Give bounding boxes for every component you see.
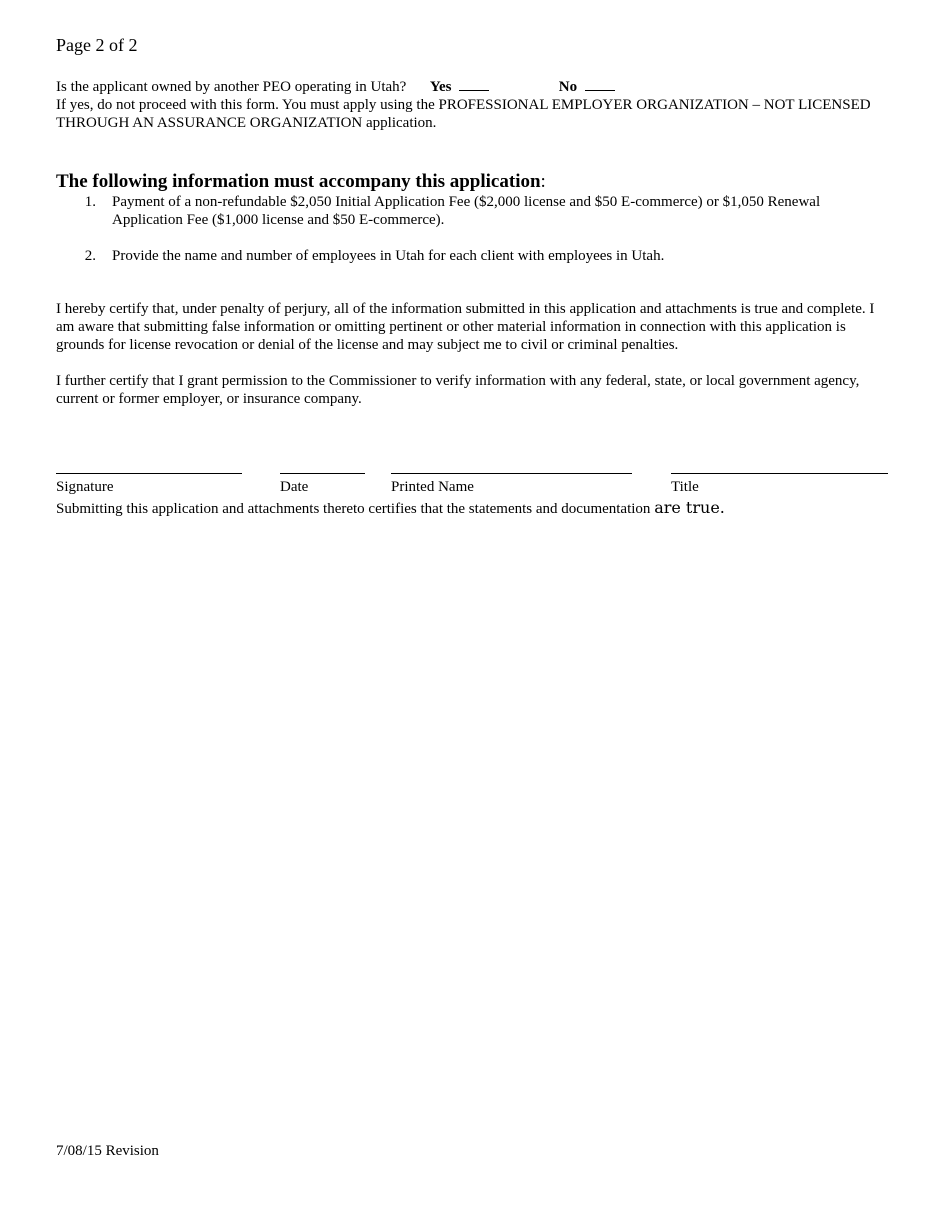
list-item	[56, 247, 856, 265]
title-line[interactable]	[671, 473, 888, 474]
requirements-heading	[56, 171, 546, 193]
heading-colon: :	[540, 171, 546, 192]
no-blank[interactable]	[585, 78, 615, 91]
submission-statement	[56, 499, 725, 518]
requirements-list	[56, 193, 856, 265]
list-item-number: 2.	[84, 248, 96, 264]
page-number: Page 2 of 2	[56, 35, 138, 55]
ownership-instruction: If yes, do not proceed with this form. You must apply using the PROFESSIONAL EMPLOYER ORGANIZATION – NOT LICENSED THROUGH AN ASSURANCE ORGANIZATION application.	[56, 97, 871, 131]
peo-ownership-question	[56, 78, 615, 96]
signature-label: Signature	[56, 479, 114, 495]
submission-statement-end: are true.	[654, 498, 725, 517]
printed-name-label: Printed Name	[391, 479, 474, 495]
certification-paragraph-2: I further certify that I grant permission to the Commissioner to verify information with any federal, state, or local government agency, current or former employer, or insurance company.	[56, 373, 860, 407]
printed-name-line[interactable]	[391, 473, 632, 474]
list-item-text: Payment of a non-refundable $2,050 Initial Application Fee ($2,000 license and $50 E-commerce) or $1,050 Renewal Application Fee ($1,000 license and $50 E-commerce).	[112, 194, 821, 228]
question-text: Is the applicant owned by another PEO operating in Utah?	[56, 79, 407, 95]
certification-paragraph-1: I hereby certify that, under penalty of perjury, all of the information submitted in this application and attachments is true and complete. I am aware that submitting false information or omitting pertinent or other material information in connection with this application is grounds for license revocation or denial of the license and may subject me to civil or criminal penalties.	[56, 301, 875, 353]
requirements-heading-text: The following information must accompany this application	[56, 171, 541, 192]
list-item-number: 1.	[84, 194, 96, 210]
no-label: No	[558, 79, 578, 95]
date-label: Date	[280, 479, 309, 495]
revision-footer: 7/08/15 Revision	[56, 1143, 159, 1159]
list-item	[56, 193, 856, 229]
yes-label: Yes	[429, 79, 452, 95]
submission-statement-text: Submitting this application and attachments thereto certifies that the statements and documentation	[56, 501, 651, 517]
list-item-text: Provide the name and number of employees in Utah for each client with employees in Utah.	[112, 248, 665, 264]
date-line[interactable]	[280, 473, 365, 474]
yes-blank[interactable]	[459, 78, 489, 91]
title-label: Title	[671, 479, 699, 495]
signature-line[interactable]	[56, 473, 242, 474]
